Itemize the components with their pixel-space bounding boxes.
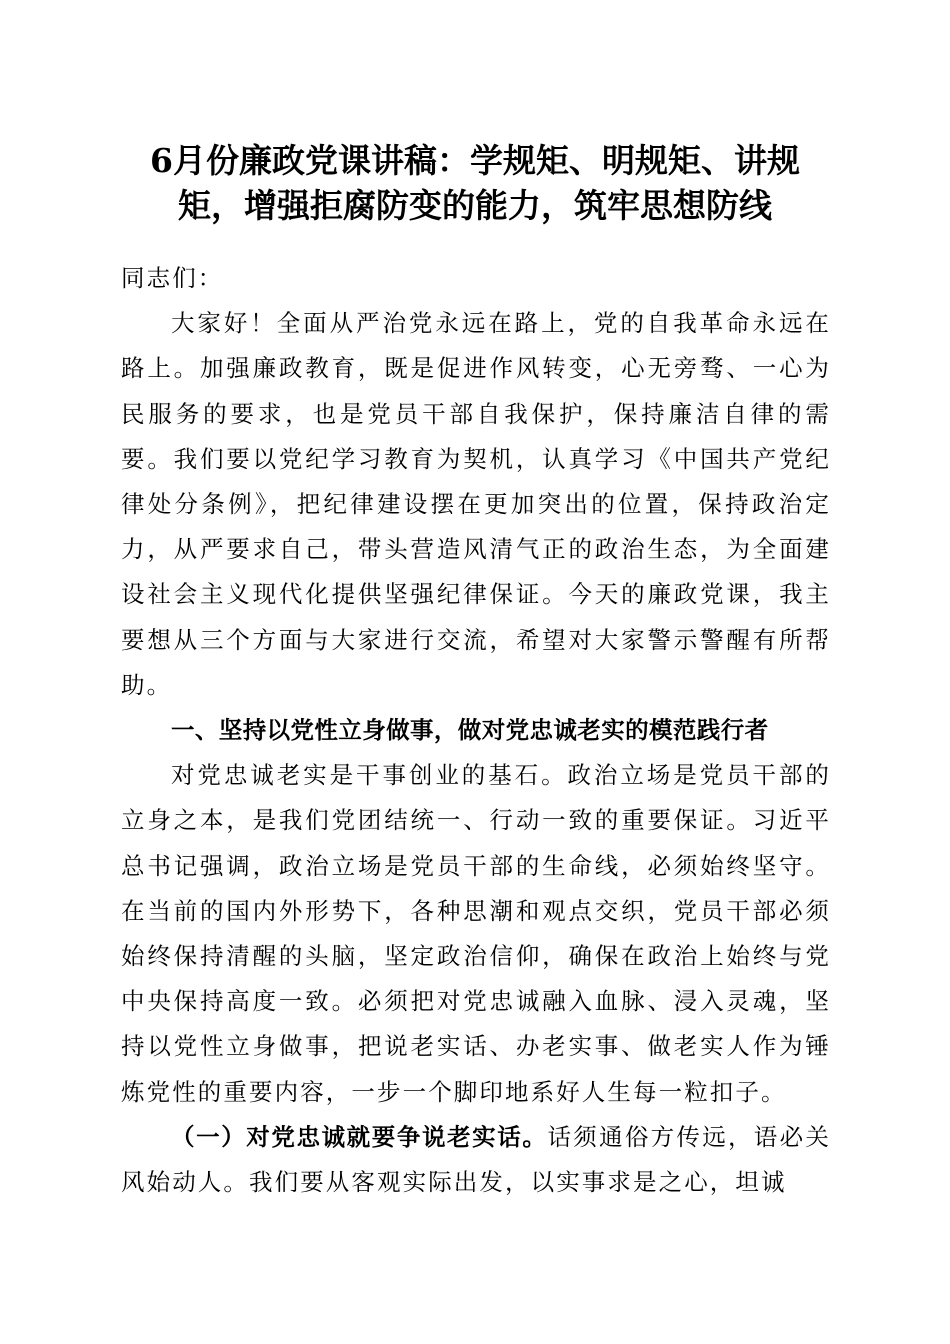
title-line-1: 6月份廉政党课讲稿：学规矩、明规矩、讲规 — [150, 141, 800, 180]
subsection-1-text: 话须通俗方传远，语必关风始动人。我们要从客观实际出发，以实事求是之心，坦诚 — [121, 1122, 831, 1197]
intro-paragraph: 大家好！全面从严治党永远在路上，党的自我革命永远在路上。加强廉政教育，既是促进作风转变，心无旁骛、一心为民服务的要求，也是党员干部自我保护，保持廉洁自律的需要。我们要以党纪学习教育为契机，认真学习《中国共产党纪律处分条例》，把纪律建设摆在更加突出的位置，保持政治定力，从严要求自己，带头营造风清气正的政治生态，为全面建设社会主义现代化提供坚强纪律保证。今天的廉政党课，我主要想从三个方面与大家进行交流，希望对大家警示警醒有所帮助。 — [121, 309, 831, 699]
section-1-paragraph: 对党忠诚老实是干事创业的基石。政治立场是党员干部的立身之本，是我们党团结统一、行动一致的重要保证。习近平总书记强调，政治立场是党员干部的生命线，必须始终坚守。在当前的国内外形势下，各种思潮和观点交织，党员干部必须始终保持清醒的头脑，坚定政治信仰，确保在政治上始终与党中央保持高度一致。必须把对党忠诚融入血脉、浸入灵魂，坚持以党性立身做事，把说老实话、办老实事、做老实人作为锤炼党性的重要内容，一步一个脚印地系好人生每一粒扣子。 — [121, 761, 831, 1106]
document-body — [121, 256, 831, 1205]
section-1-heading: 一、坚持以党性立身做事，做对党忠诚老实的模范践行者 — [171, 716, 769, 745]
salutation: 同志们： — [121, 264, 224, 292]
title-line-2: 矩，增强拒腐防变的能力，筑牢思想防线 — [178, 186, 772, 225]
document-title — [100, 138, 850, 228]
subsection-1-heading: （一）对党忠诚就要争说老实话。 — [171, 1122, 548, 1151]
subsection-1-paragraph — [121, 1115, 831, 1205]
